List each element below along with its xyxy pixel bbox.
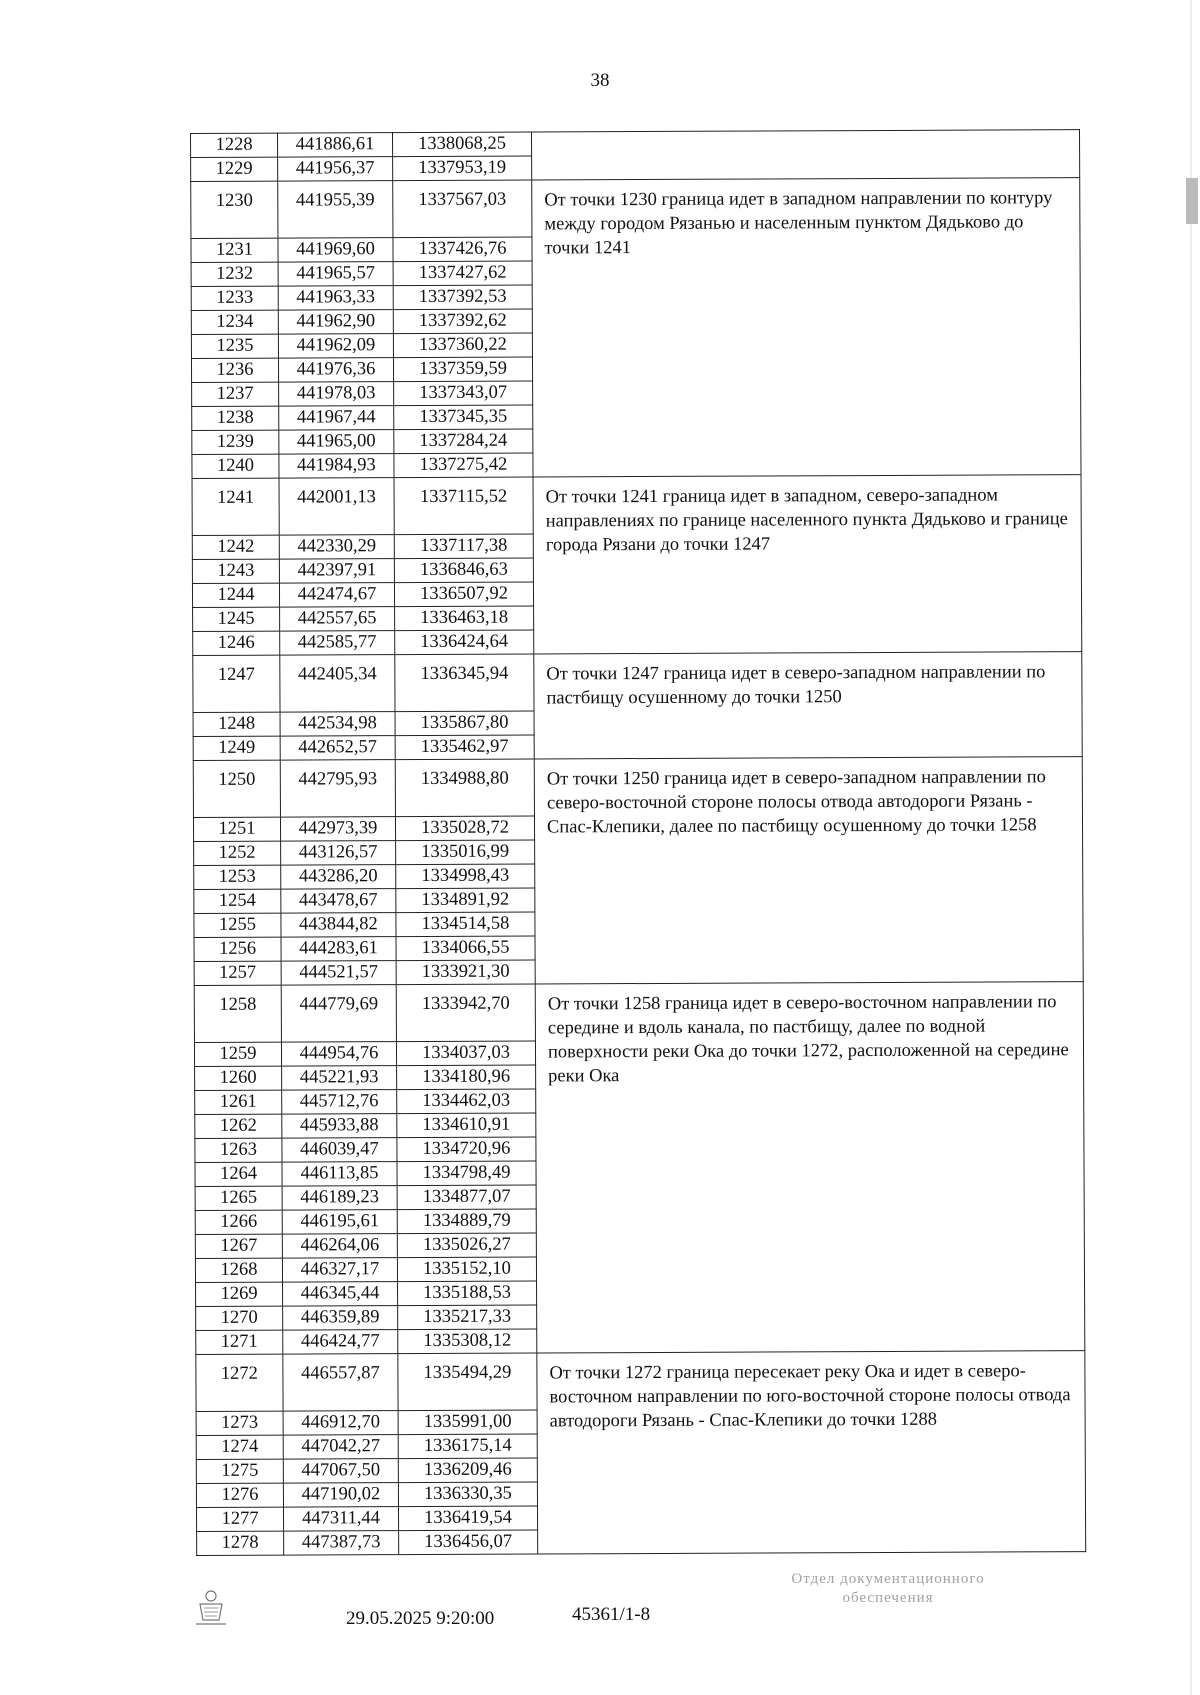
point-number-cell: 1236 bbox=[191, 358, 278, 382]
y-coordinate-cell: 1335991,00 bbox=[398, 1410, 537, 1435]
x-coordinate-cell: 446359,89 bbox=[283, 1306, 398, 1331]
point-number-cell: 1274 bbox=[196, 1435, 283, 1459]
x-coordinate-cell: 441976,36 bbox=[278, 358, 393, 383]
x-coordinate-cell: 446264,06 bbox=[282, 1234, 397, 1259]
point-number-cell: 1256 bbox=[194, 937, 281, 961]
coordinates-table-wrapper bbox=[190, 129, 1086, 1556]
x-coordinate-cell: 441967,44 bbox=[279, 406, 394, 431]
x-coordinate-cell: 447042,27 bbox=[283, 1435, 398, 1460]
x-coordinate-cell: 446557,87 bbox=[283, 1354, 398, 1412]
point-number-cell: 1247 bbox=[193, 655, 280, 712]
x-coordinate-cell: 442330,29 bbox=[279, 535, 394, 560]
y-coordinate-cell: 1334037,03 bbox=[396, 1041, 535, 1066]
y-coordinate-cell: 1337343,07 bbox=[394, 381, 533, 406]
point-number-cell: 1249 bbox=[193, 736, 280, 760]
table-row bbox=[194, 982, 1083, 1043]
y-coordinate-cell: 1337953,19 bbox=[393, 156, 532, 181]
y-coordinate-cell: 1335152,10 bbox=[397, 1257, 536, 1282]
y-coordinate-cell: 1335016,99 bbox=[396, 840, 535, 865]
x-coordinate-cell: 446424,77 bbox=[283, 1330, 398, 1355]
y-coordinate-cell: 1333942,70 bbox=[396, 984, 535, 1042]
y-coordinate-cell: 1338068,25 bbox=[393, 132, 532, 157]
x-coordinate-cell: 446327,17 bbox=[282, 1258, 397, 1283]
point-number-cell: 1237 bbox=[192, 382, 279, 406]
x-coordinate-cell: 442557,65 bbox=[280, 607, 395, 632]
y-coordinate-cell: 1336846,63 bbox=[394, 558, 533, 583]
y-coordinate-cell: 1336345,94 bbox=[395, 654, 534, 712]
y-coordinate-cell: 1336463,18 bbox=[395, 606, 534, 631]
x-coordinate-cell: 441962,09 bbox=[278, 334, 393, 359]
boundary-description-cell: От точки 1250 граница идет в северо-западном направлении по северо-восточной стороне полосы отвода автодороги Рязань - Спас-Клепики, далее по пастбищу осушенному до точки 1258 bbox=[534, 757, 1083, 984]
point-number-cell: 1261 bbox=[195, 1090, 282, 1114]
x-coordinate-cell: 444779,69 bbox=[281, 985, 396, 1043]
y-coordinate-cell: 1334514,58 bbox=[396, 912, 535, 937]
x-coordinate-cell: 446039,47 bbox=[282, 1138, 397, 1163]
footer-document-code: 45361/1-8 bbox=[572, 1604, 651, 1625]
point-number-cell: 1268 bbox=[195, 1258, 282, 1282]
y-coordinate-cell: 1336209,46 bbox=[398, 1458, 537, 1483]
boundary-description-cell: От точки 1247 граница идет в северо-западном направлении по пастбищу осушенному до точки 1250 bbox=[534, 652, 1082, 759]
point-number-cell: 1273 bbox=[196, 1411, 283, 1435]
table-row bbox=[193, 652, 1082, 713]
x-coordinate-cell: 446195,61 bbox=[282, 1210, 397, 1235]
table-row bbox=[191, 178, 1080, 239]
y-coordinate-cell: 1337392,62 bbox=[393, 309, 532, 334]
y-coordinate-cell: 1334889,79 bbox=[397, 1209, 536, 1234]
point-number-cell: 1241 bbox=[192, 478, 279, 535]
x-coordinate-cell: 442405,34 bbox=[280, 655, 395, 713]
point-number-cell: 1271 bbox=[196, 1330, 283, 1354]
x-coordinate-cell: 445221,93 bbox=[282, 1066, 397, 1091]
point-number-cell: 1275 bbox=[196, 1459, 283, 1483]
point-number-cell: 1239 bbox=[192, 430, 279, 454]
y-coordinate-cell: 1335867,80 bbox=[395, 711, 534, 736]
y-coordinate-cell: 1334988,80 bbox=[395, 759, 534, 817]
point-number-cell: 1255 bbox=[194, 913, 281, 937]
point-number-cell: 1248 bbox=[193, 712, 280, 736]
point-number-cell: 1258 bbox=[194, 985, 281, 1042]
y-coordinate-cell: 1334720,96 bbox=[397, 1137, 536, 1162]
x-coordinate-cell: 441978,03 bbox=[279, 382, 394, 407]
x-coordinate-cell: 443844,82 bbox=[281, 913, 396, 938]
department-stamp bbox=[748, 1570, 1028, 1608]
coordinates-table bbox=[190, 129, 1086, 1556]
y-coordinate-cell: 1336175,14 bbox=[398, 1434, 537, 1459]
point-number-cell: 1276 bbox=[196, 1483, 283, 1507]
boundary-description-cell: От точки 1258 граница идет в северо-восточном направлении по середине и вдоль канала, по пастбищу, далее по водной поверхности реки Ока до точки 1272, расположенной на середине реки Ока bbox=[535, 982, 1085, 1353]
stamp-line-2: обеспечения bbox=[842, 1590, 934, 1606]
y-coordinate-cell: 1337359,59 bbox=[393, 357, 532, 382]
y-coordinate-cell: 1337117,38 bbox=[394, 534, 533, 559]
table-row bbox=[191, 130, 1080, 158]
x-coordinate-cell: 444954,76 bbox=[281, 1042, 396, 1067]
x-coordinate-cell: 446345,44 bbox=[283, 1282, 398, 1307]
y-coordinate-cell: 1334998,43 bbox=[396, 864, 535, 889]
page-number: 38 bbox=[590, 70, 610, 91]
y-coordinate-cell: 1336424,64 bbox=[395, 630, 534, 655]
y-coordinate-cell: 1334798,49 bbox=[397, 1161, 536, 1186]
y-coordinate-cell: 1335217,33 bbox=[398, 1305, 537, 1330]
y-coordinate-cell: 1335188,53 bbox=[398, 1281, 537, 1306]
y-coordinate-cell: 1336330,35 bbox=[398, 1482, 537, 1507]
emblem-icon bbox=[190, 1586, 232, 1628]
point-number-cell: 1277 bbox=[196, 1507, 283, 1531]
y-coordinate-cell: 1334891,92 bbox=[396, 888, 535, 913]
point-number-cell: 1246 bbox=[193, 631, 280, 655]
point-number-cell: 1229 bbox=[191, 157, 278, 181]
point-number-cell: 1233 bbox=[191, 286, 278, 310]
point-number-cell: 1272 bbox=[196, 1354, 283, 1411]
point-number-cell: 1242 bbox=[192, 535, 279, 559]
x-coordinate-cell: 441965,00 bbox=[279, 430, 394, 455]
stamp-line-1: Отдел документационного bbox=[791, 1571, 985, 1587]
point-number-cell: 1238 bbox=[192, 406, 279, 430]
point-number-cell: 1264 bbox=[195, 1162, 282, 1186]
table-row bbox=[193, 757, 1082, 818]
x-coordinate-cell: 442397,91 bbox=[279, 559, 394, 584]
point-number-cell: 1230 bbox=[191, 181, 278, 238]
x-coordinate-cell: 445933,88 bbox=[282, 1114, 397, 1139]
y-coordinate-cell: 1335026,27 bbox=[397, 1233, 536, 1258]
y-coordinate-cell: 1337360,22 bbox=[393, 333, 532, 358]
point-number-cell: 1267 bbox=[195, 1234, 282, 1258]
point-number-cell: 1231 bbox=[191, 238, 278, 262]
point-number-cell: 1263 bbox=[195, 1138, 282, 1162]
point-number-cell: 1250 bbox=[193, 760, 280, 817]
point-number-cell: 1257 bbox=[194, 961, 281, 985]
point-number-cell: 1253 bbox=[194, 865, 281, 889]
point-number-cell: 1278 bbox=[197, 1531, 284, 1555]
y-coordinate-cell: 1334610,91 bbox=[397, 1113, 536, 1138]
x-coordinate-cell: 441886,61 bbox=[278, 133, 393, 158]
point-number-cell: 1232 bbox=[191, 262, 278, 286]
y-coordinate-cell: 1335494,29 bbox=[398, 1353, 537, 1411]
footer-datetime: 29.05.2025 9:20:00 bbox=[346, 1608, 495, 1629]
point-number-cell: 1260 bbox=[195, 1066, 282, 1090]
y-coordinate-cell: 1334877,07 bbox=[397, 1185, 536, 1210]
point-number-cell: 1234 bbox=[191, 310, 278, 334]
y-coordinate-cell: 1337567,03 bbox=[393, 180, 532, 238]
y-coordinate-cell: 1337345,35 bbox=[394, 405, 533, 430]
y-coordinate-cell: 1337426,76 bbox=[393, 237, 532, 262]
x-coordinate-cell: 441955,39 bbox=[278, 181, 393, 239]
x-coordinate-cell: 447190,02 bbox=[283, 1483, 398, 1508]
y-coordinate-cell: 1337427,62 bbox=[393, 261, 532, 286]
point-number-cell: 1245 bbox=[193, 607, 280, 631]
point-number-cell: 1243 bbox=[192, 559, 279, 583]
point-number-cell: 1265 bbox=[195, 1186, 282, 1210]
x-coordinate-cell: 446912,70 bbox=[283, 1411, 398, 1436]
y-coordinate-cell: 1335028,72 bbox=[395, 816, 534, 841]
y-coordinate-cell: 1334462,03 bbox=[397, 1089, 536, 1114]
y-coordinate-cell: 1336456,07 bbox=[399, 1530, 538, 1555]
point-number-cell: 1252 bbox=[194, 841, 281, 865]
x-coordinate-cell: 447311,44 bbox=[283, 1507, 398, 1532]
boundary-description-cell: От точки 1230 граница идет в западном направлении по контуру между городом Рязанью и населенным пунктом Дядьково до точки 1241 bbox=[532, 178, 1081, 477]
table-row bbox=[192, 475, 1081, 536]
x-coordinate-cell: 442585,77 bbox=[280, 631, 395, 656]
point-number-cell: 1240 bbox=[192, 454, 279, 478]
y-coordinate-cell: 1335308,12 bbox=[398, 1329, 537, 1354]
point-number-cell: 1259 bbox=[194, 1042, 281, 1066]
y-coordinate-cell: 1337275,42 bbox=[394, 453, 533, 478]
x-coordinate-cell: 442652,57 bbox=[280, 736, 395, 761]
x-coordinate-cell: 444521,57 bbox=[281, 961, 396, 986]
x-coordinate-cell: 447067,50 bbox=[283, 1459, 398, 1484]
y-coordinate-cell: 1333921,30 bbox=[396, 960, 535, 985]
x-coordinate-cell: 442474,67 bbox=[279, 583, 394, 608]
table-row bbox=[196, 1351, 1085, 1412]
x-coordinate-cell: 441984,93 bbox=[279, 454, 394, 479]
x-coordinate-cell: 441965,57 bbox=[278, 262, 393, 287]
point-number-cell: 1244 bbox=[192, 583, 279, 607]
y-coordinate-cell: 1337392,53 bbox=[393, 285, 532, 310]
point-number-cell: 1228 bbox=[191, 133, 278, 157]
point-number-cell: 1254 bbox=[194, 889, 281, 913]
point-number-cell: 1270 bbox=[196, 1306, 283, 1330]
x-coordinate-cell: 441956,37 bbox=[278, 157, 393, 182]
point-number-cell: 1266 bbox=[195, 1210, 282, 1234]
y-coordinate-cell: 1336507,92 bbox=[394, 582, 533, 607]
scan-edge-artifact bbox=[1182, 0, 1200, 1695]
point-number-cell: 1262 bbox=[195, 1114, 282, 1138]
x-coordinate-cell: 441969,60 bbox=[278, 238, 393, 263]
point-number-cell: 1269 bbox=[196, 1282, 283, 1306]
x-coordinate-cell: 446113,85 bbox=[282, 1162, 397, 1187]
y-coordinate-cell: 1335462,97 bbox=[395, 735, 534, 760]
x-coordinate-cell: 443126,57 bbox=[281, 841, 396, 866]
y-coordinate-cell: 1336419,54 bbox=[398, 1506, 537, 1531]
x-coordinate-cell: 442973,39 bbox=[280, 817, 395, 842]
x-coordinate-cell: 443286,20 bbox=[281, 865, 396, 890]
y-coordinate-cell: 1334066,55 bbox=[396, 936, 535, 961]
y-coordinate-cell: 1334180,96 bbox=[397, 1065, 536, 1090]
x-coordinate-cell: 443478,67 bbox=[281, 889, 396, 914]
boundary-description-cell: От точки 1241 граница идет в западном, северо-западном направлениях по границе населенного пункта Дядьково и границе города Рязани до точки 1247 bbox=[533, 475, 1082, 654]
x-coordinate-cell: 441962,90 bbox=[278, 310, 393, 335]
x-coordinate-cell: 444283,61 bbox=[281, 937, 396, 962]
y-coordinate-cell: 1337284,24 bbox=[394, 429, 533, 454]
x-coordinate-cell: 442795,93 bbox=[280, 760, 395, 818]
point-number-cell: 1251 bbox=[193, 817, 280, 841]
point-number-cell: 1235 bbox=[191, 334, 278, 358]
x-coordinate-cell: 446189,23 bbox=[282, 1186, 397, 1211]
boundary-description-cell bbox=[531, 130, 1079, 180]
boundary-description-cell: От точки 1272 граница пересекает реку Ока и идет в северо-восточном направлении по юго-восточной стороне полосы отвода автодороги Рязань - Спас-Клепики до точки 1288 bbox=[537, 1351, 1086, 1554]
x-coordinate-cell: 445712,76 bbox=[282, 1090, 397, 1115]
x-coordinate-cell: 442534,98 bbox=[280, 712, 395, 737]
x-coordinate-cell: 442001,13 bbox=[279, 478, 394, 536]
y-coordinate-cell: 1337115,52 bbox=[394, 477, 533, 535]
x-coordinate-cell: 441963,33 bbox=[278, 286, 393, 311]
x-coordinate-cell: 447387,73 bbox=[284, 1531, 399, 1556]
